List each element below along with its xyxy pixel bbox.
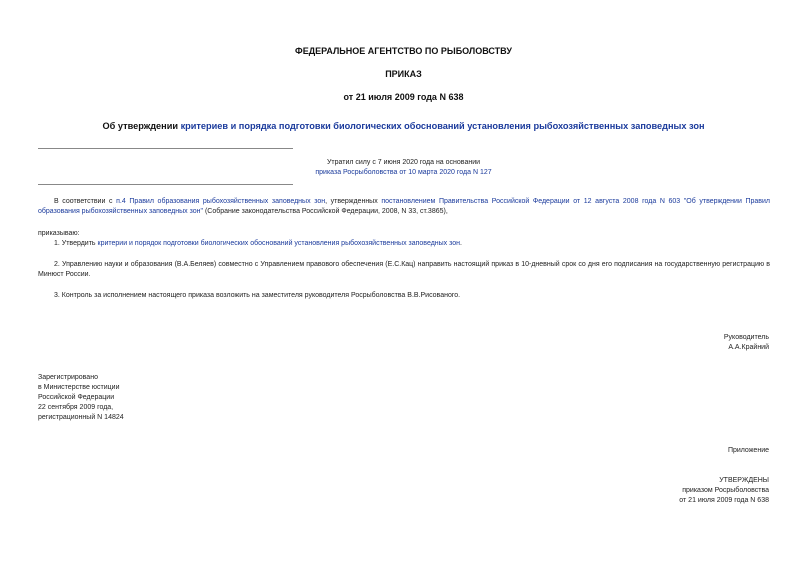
criteria-link[interactable]: критерии и порядок подготовки биологических обоснований установления рыбохозяйственных заповедных зон (97, 240, 461, 247)
top-divider (38, 148, 293, 149)
appendix-label: Приложение (727, 447, 769, 454)
approved-label: УТВЕРЖДЕНЫ (719, 477, 769, 484)
preamble-text-3: (Собрание законодательства Российской Федерации, 2008, N 33, ст.3865), (203, 208, 448, 215)
item-2: 2. Управлению науки и образования (В.А.Беляев) совместно с Управлением правового обеспечения (Е.С.Кац) направить настоящий приказ в 10-дневный срок со дня его подписания на государственную регистрацию в Минюст России. (38, 261, 770, 278)
government-decree-link[interactable]: постановлением Правительства Российской Федерации от 12 августа 2008 года N 603 "Об утверждении Правил образования рыбохозяйственных заповедных зон" (38, 198, 771, 215)
registration-line-5: регистрационный N 14824 (38, 414, 124, 421)
registration-block (38, 373, 238, 423)
item-1 (38, 239, 770, 249)
registration-line-1: Зарегистрировано (38, 374, 98, 381)
signature-name: А.А.Крайний (728, 344, 769, 351)
status-line-1: Утратил силу с 7 июня 2020 года на основании (326, 159, 481, 166)
title-prefix: Об утверждении (102, 121, 181, 131)
doc-type: ПРИКАЗ (385, 69, 422, 79)
order-word: приказываю: (38, 230, 80, 237)
signature-role: Руководитель (723, 334, 769, 341)
page-title (0, 121, 807, 131)
item-3: 3. Контроль за исполнением настоящего приказа возложить на заместителя руководителя Росрыболовства В.В.Рисованого. (54, 292, 461, 299)
registration-line-3: Российской Федерации (38, 394, 115, 401)
item-1-prefix: 1. Утвердить (54, 240, 98, 247)
preamble (38, 197, 770, 217)
title-link[interactable]: критериев и порядка подготовки биологических обоснований установления рыбохозяйственных заповедных зон (180, 121, 705, 131)
preamble-text-2: , утвержденных (325, 198, 382, 205)
rules-clause-link[interactable]: п.4 Правил образования рыбохозяйственных заповедных зон (116, 198, 326, 205)
preamble-text-1: В соответствии с (54, 198, 117, 205)
status-repeal-link[interactable]: приказа Росрыболовства от 10 марта 2020 года N 127 (315, 169, 492, 176)
approved-by-order: приказом Росрыболовства (682, 487, 769, 494)
registration-line-4: 22 сентября 2009 года, (38, 404, 114, 411)
doc-date-number: от 21 июля 2009 года N 638 (343, 92, 464, 102)
item-1-suffix: . (460, 240, 462, 247)
registration-line-2: в Министерстве юстиции (38, 384, 120, 391)
approved-date: от 21 июля 2009 года N 638 (679, 497, 769, 504)
bottom-divider (38, 184, 293, 185)
agency-name: ФЕДЕРАЛЬНОЕ АГЕНТСТВО ПО РЫБОЛОВСТВУ (295, 46, 512, 56)
